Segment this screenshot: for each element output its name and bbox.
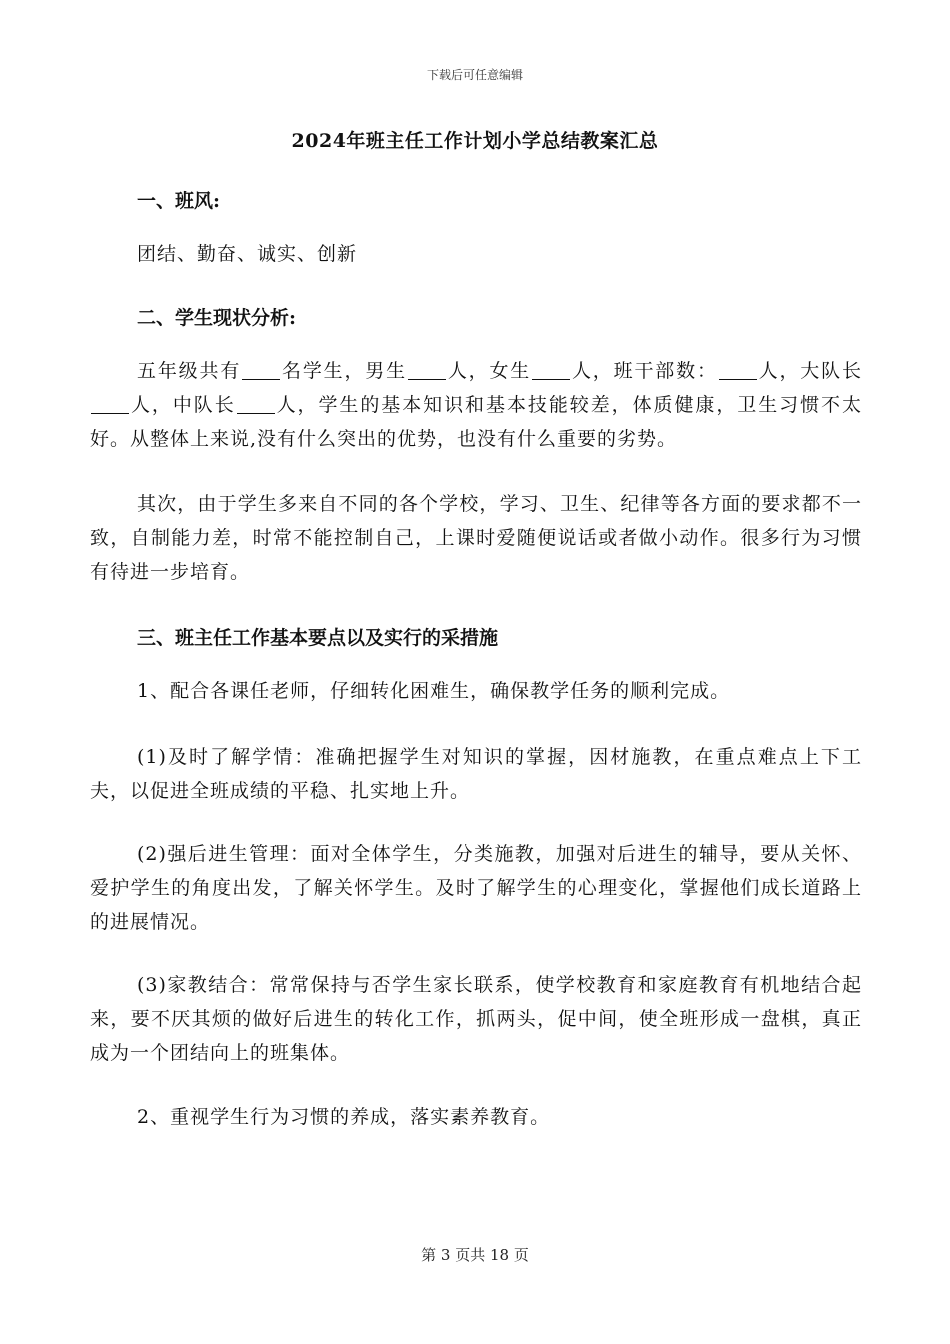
text-fragment: 人，学生的基本知识和基本技能较差，体质健康，卫生习惯不太好。从整体上来说,没有什么突出的优势，也没有什么重要的劣势。 bbox=[90, 394, 862, 450]
document-title: 2024年班主任工作计划小学总结教案汇总 bbox=[291, 130, 659, 152]
page-footer: 第 3 页共 18 页 bbox=[421, 1246, 529, 1264]
fill-blank bbox=[91, 394, 129, 414]
fill-blank bbox=[719, 360, 757, 380]
key-point-sub-3: (3)家教结合：常常保持与否学生家长联系，使学校教育和家庭教育有机地结合起来，要不厌其烦的做好后进生的转化工作，抓两头，促中间，使全班形成一盘棋，真正成为一个团结向上的班集体。 bbox=[90, 974, 862, 1064]
text-fragment: 名学生，男生 bbox=[281, 360, 407, 382]
fill-blank bbox=[408, 360, 446, 380]
section-heading-key-points: 三、班主任工作基本要点以及实行的采措施 bbox=[137, 627, 499, 649]
student-analysis-paragraph-1 bbox=[90, 354, 862, 456]
key-point-item-1: 1、配合各课任老师，仔细转化困难生，确保教学任务的顺利完成。 bbox=[137, 680, 731, 702]
fill-blank bbox=[237, 394, 275, 414]
text-fragment: 人，班干部数： bbox=[571, 360, 718, 382]
class-style-text: 团结、勤奋、诚实、创新 bbox=[137, 243, 358, 265]
key-point-item-2: 2、重视学生行为习惯的养成，落实素养教育。 bbox=[137, 1106, 551, 1128]
key-point-sub-1: (1)及时了解学情：准确把握学生对知识的掌握，因材施教，在重点难点上下工夫，以促进全班成绩的平稳、扎实地上升。 bbox=[90, 746, 862, 802]
section-heading-student-analysis: 二、学生现状分析: bbox=[137, 307, 297, 329]
text-fragment: 人，大队长 bbox=[757, 360, 862, 382]
text-fragment: 人，女生 bbox=[446, 360, 532, 382]
text-fragment: 五年级共有 bbox=[137, 360, 242, 382]
text-fragment: 人，中队长 bbox=[130, 394, 236, 416]
fill-blank bbox=[242, 360, 280, 380]
fill-blank bbox=[532, 360, 570, 380]
section-heading-class-style: 一、班风: bbox=[137, 190, 221, 212]
student-analysis-paragraph-2: 其次，由于学生多来自不同的各个学校，学习、卫生、纪律等各方面的要求都不一致，自制能力差，时常不能控制自己，上课时爱随便说话或者做小动作。很多行为习惯有待进一步培育。 bbox=[90, 493, 862, 583]
header-note: 下载后可任意编辑 bbox=[426, 68, 523, 82]
key-point-sub-2: (2)强后进生管理：面对全体学生，分类施教，加强对后进生的辅导，要从关怀、爱护学生的角度出发，了解关怀学生。及时了解学生的心理变化，掌握他们成长道路上的进展情况。 bbox=[90, 843, 862, 933]
